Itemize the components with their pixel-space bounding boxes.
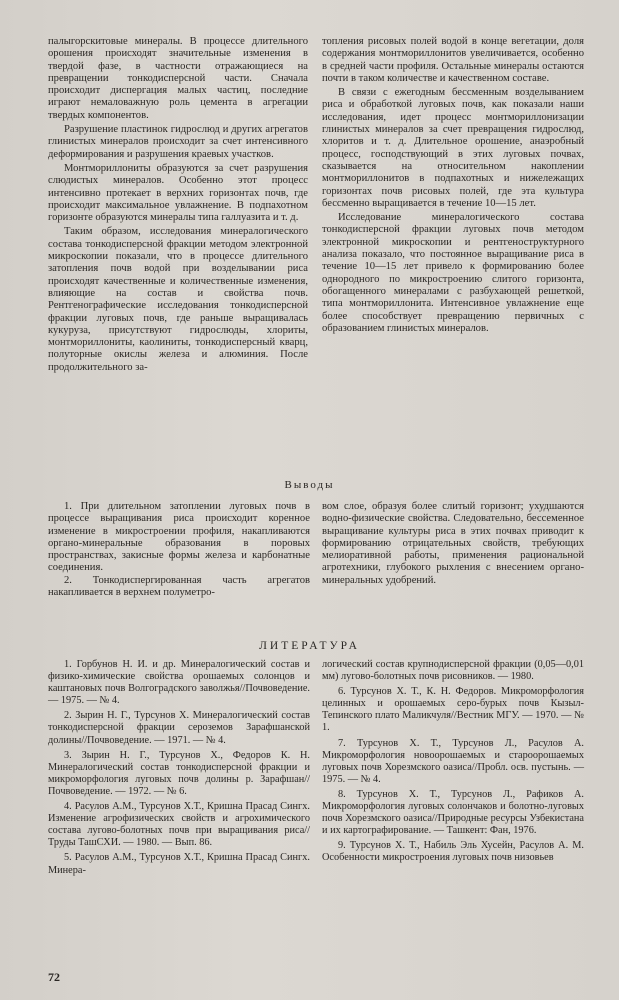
conclusions-heading: Выводы (284, 479, 335, 491)
conclusions-column-left (48, 501, 310, 599)
body-paragraph: Монтмориллониты образуются за счет разрушения слюдистых минералов. Особенно этот процесс интенсивно протекает в верхних горизонтах почв, где происходит максимальное увлажнение. В подпахотном горизонте образуются минералы типа галлуазита и т. д. (48, 162, 308, 224)
conclusions-column-right (322, 501, 584, 587)
body-column-left (48, 36, 308, 374)
literature-column-left (48, 659, 310, 880)
reference-item: 7. Турсунов Х. Т., Турсунов Л., Расулов А. Микроморфология новоорошаемых и староорошаемых луговых почв Хорезмского оазиса//Пробл. осв. пустынь. — 1975. — № 4. (322, 737, 584, 785)
reference-item: 8. Турсунов Х. Т., Турсунов Л., Рафиков А. Микроморфология луговых солончаков и болотно-луговых почв Хорезмского оазиса//Природные ресурсы Узбекистана и их картографирование. — Ташкент: Фан, 1976. (322, 788, 584, 837)
reference-item: 2. Зырин Н. Г., Турсунов Х. Минералогический состав тонкодисперсной фракции сероземов Зарафшанской долины//Почвоведение. — 1971. — № 4. (48, 710, 310, 746)
body-paragraph: В связи с ежегодным бессменным возделыванием риса и обработкой луговых почв, как показали наши исследования, идет процесс монтмориллонизации глинистых минералов за счет превращения гидрослюд, хлоритов и т. д. Длительное орошение, анаэробный процесс, господствующий в этих луговых почвах, сказывается на относительном накоплении монтмориллонитов в подпахотных и нижележащих горизонтах почв рисовых полей, где эта культура бессменно выращивается в течение 10—15 лет. (322, 87, 584, 209)
conclusion-item: вом слое, образуя более слитый горизонт; ухудшаются водно-физические свойства. Следовательно, бессеменное выращивание культуры риса в этих почвах приводит к формированию отрицательных свойств, требующих мелиоративной работы, применения рациональной агротехники, глубокого рыхления с внесением органо-минеральных удобрений. (322, 501, 584, 586)
body-paragraph: топления рисовых полей водой в конце вегетации, доля содержания монтмориллонитов увеличивается, особенно в средней части профиля. Остальные минералы остаются почти в таком количестве и качественном составе. (322, 36, 584, 84)
literature-column-right (322, 659, 584, 868)
body-paragraph: Разрушение пластинок гидрослюд и других агрегатов глинистых минералов происходит за счет интенсивного деформирования и разрушения краевых участков. (48, 124, 308, 160)
reference-item: 5. Расулов А.М., Турсунов Х.Т., Кришна Прасад Сингх. Минера- (48, 852, 310, 876)
body-column-right (322, 36, 584, 335)
body-paragraph: палыгорскитовые минералы. В процессе длительного орошения происходят значительные изменения в твердой фазе, в частности отражающиеся на превращении тонкодисперсной части. Сначала происходит диспергация малых частиц, последние играют немаловажную роль цемента в агрегации твердых компонентов. (48, 36, 308, 121)
reference-item: 4. Расулов А.М., Турсунов Х.Т., Кришна Прасад Сингх. Изменение агрофизических свойств и агрохимического состава лугово-болотных почв при выращивания риса//Труды ТашСХИ. — 1980. — Вып. 86. (48, 801, 310, 849)
reference-item: 1. Горбунов Н. И. и др. Минералогический состав и физико-химические свойства орошаемых солонцов и каштановых почв Волгоградского заволжья//Почвоведение. — 1975. — № 4. (48, 659, 310, 707)
conclusion-item: 2. Тонкодиспергированная часть агрегатов накапливается в верхнем полуметро- (48, 574, 310, 599)
page-number: 72 (48, 970, 60, 984)
reference-item: 6. Турсунов Х. Т., К. Н. Федоров. Микроморфология целинных и орошаемых серо-бурых почв Кызыл-Тепинского плато Маликчуля//Вестник МГУ. — 1970. — № 1. (322, 686, 584, 734)
reference-item: 3. Зырин Н. Г., Турсунов Х., Федоров К. Н. Минералогический состав тонкодисперсной фракции и микроморфология луговых почв долины р. Зарафшан//Почвоведение. — 1972. — № 6. (48, 749, 310, 797)
literature-heading: ЛИТЕРАТУРА (259, 640, 360, 652)
body-paragraph: Таким образом, исследования минералогического состава тонкодисперсной фракции методом электронной микроскопии показали, что в процессе длительного затопления почв водой при возделывании риса происходят качественные и количественные изменения, влияющие на состав и свойства почв. Рентгенографические исследования тонкодисперсной фракции луговых почв, где раньше выращивалась кукуруза, присутствуют гидрослюды, хлориты, монтмориллониты, каолиниты, тонкодисперсный кварц, полуторные окислы железа и алюминия. После продолжительного за- (48, 226, 308, 373)
reference-item: логический состав крупнодисперсной фракции (0,05—0,01 мм) лугово-болотных почв рисовников. — 1980. (322, 659, 584, 683)
conclusion-item: 1. При длительном затоплении луговых почв в процессе выращивания риса происходит коренное изменение в микростроении профиля, накапливаются органо-минеральные образования в поровых пространствах, закисные формы железа и карбонатные соединения. (48, 501, 310, 574)
reference-item: 9. Турсунов Х. Т., Набиль Эль Хусейн, Расулов А. М. Особенности микростроения луговых почв низовьев (322, 840, 584, 864)
body-paragraph: Исследование минералогического состава тонкодисперсной фракции луговых почв методом электронной микроскопии и рентгеноструктурного анализа показало, что постоянное выращивание риса в течение 10—15 лет привело к формированию более однородного по микростроению слитого горизонта, обогащенного минералами с разбухающей решеткой, типа монтмориллонита. Интенсивное увлажнение еще более способствует превращению первичных с образованием глинистых минералов. (322, 212, 584, 334)
